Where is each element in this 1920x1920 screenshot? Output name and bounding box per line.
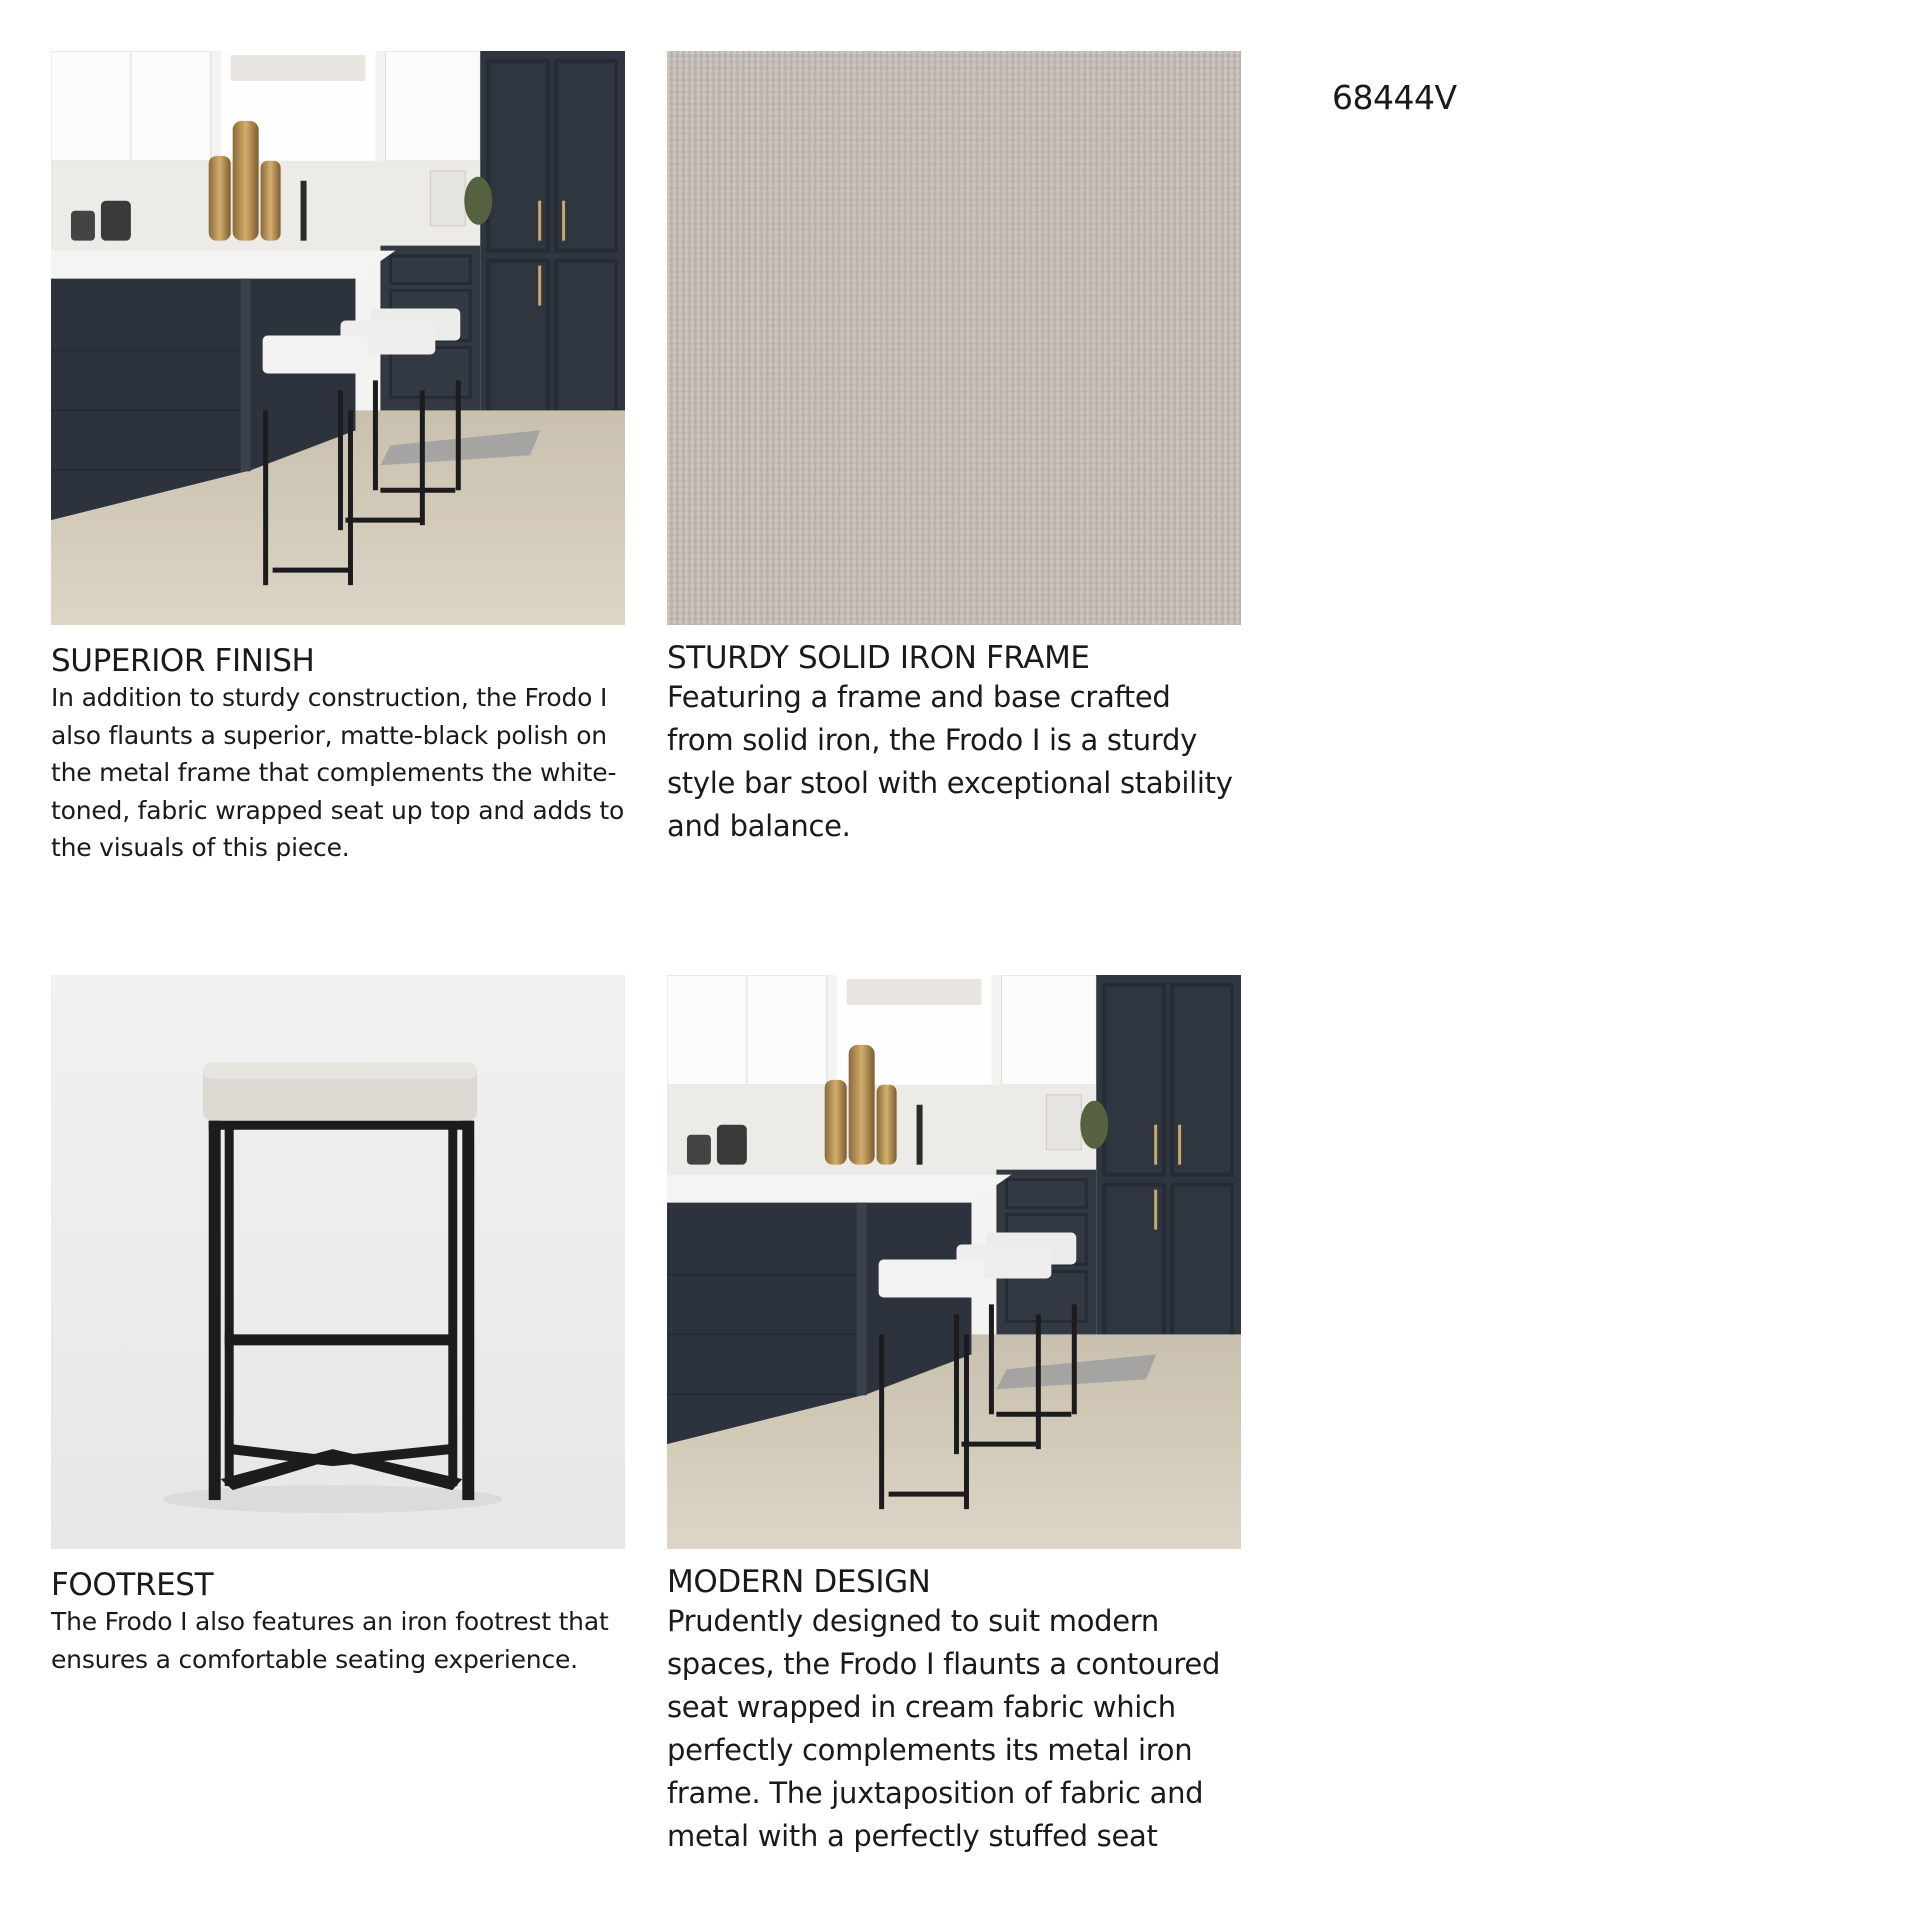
- superior-finish-photo: [51, 51, 625, 625]
- iron-frame-body: Featuring a frame and base crafted from solid iron, the Frodo I is a sturdy style bar stool with exceptional stability and balance.: [667, 680, 1233, 843]
- footrest-body: The Frodo I also features an iron footrest that ensures a comfortable seating experience.: [51, 1607, 609, 1674]
- fabric-swatch-photo: [667, 51, 1241, 625]
- modern-design-title: MODERN DESIGN: [667, 1564, 931, 1600]
- modern-design-body: Prudently designed to suit modern spaces, the Frodo I flaunts a contoured seat wrapped in cream fabric which perfectly complements its metal iron frame. The juxtaposition of fabric and metal with a perfectly stuffed seat: [667, 1604, 1221, 1853]
- iron-frame-title: STURDY SOLID IRON FRAME: [667, 640, 1090, 676]
- footrest-title: FOOTREST: [51, 1567, 214, 1603]
- superior-finish-title: SUPERIOR FINISH: [51, 643, 315, 679]
- modern-design-photo: [667, 975, 1241, 1549]
- superior-finish-body: In addition to sturdy construction, the Frodo I also flaunts a superior, matte-black polish on the metal frame that complements the white-toned, fabric wrapped seat up top and adds to the visuals of this piece.: [51, 683, 625, 862]
- footrest-photo: [51, 975, 625, 1549]
- product-code: 68444V: [1332, 78, 1457, 117]
